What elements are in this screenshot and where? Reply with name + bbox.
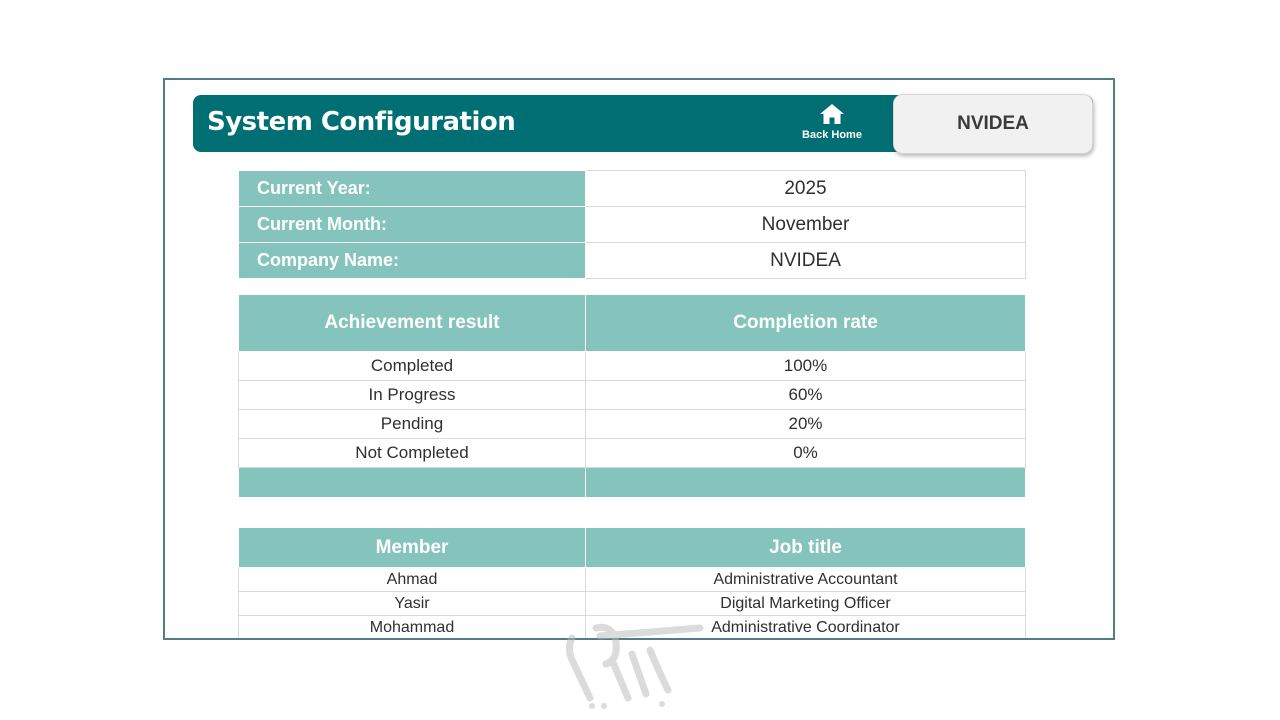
info-row (239, 207, 1026, 243)
company-name-value[interactable]: NVIDEA (586, 243, 1026, 279)
rate-cell[interactable]: 20% (586, 410, 1026, 439)
back-home-label: Back Home (802, 129, 862, 141)
rate-cell[interactable]: 100% (586, 352, 1026, 381)
column-header-completion: Completion rate (586, 295, 1026, 352)
table-row (239, 568, 1026, 592)
current-month-value[interactable]: November (586, 207, 1026, 243)
achievement-cell[interactable]: In Progress (239, 381, 586, 410)
column-header-achievement: Achievement result (239, 295, 586, 352)
achievement-cell[interactable]: Pending (239, 410, 586, 439)
rate-cell[interactable]: 0% (586, 439, 1026, 468)
table-row (239, 352, 1026, 381)
table-header-row (239, 528, 1026, 568)
column-header-member: Member (239, 528, 586, 568)
info-row (239, 171, 1026, 207)
info-label: Current Month: (239, 207, 586, 243)
member-cell[interactable]: Ahmad (239, 568, 586, 592)
table-row (239, 439, 1026, 468)
info-label: Current Year: (239, 171, 586, 207)
job-title-cell[interactable]: Digital Marketing Officer (586, 592, 1026, 616)
achievement-cell[interactable]: Not Completed (239, 439, 586, 468)
achievement-cell[interactable]: Completed (239, 352, 586, 381)
back-home-button[interactable] (800, 101, 864, 147)
current-year-value[interactable]: 2025 (586, 171, 1026, 207)
member-cell[interactable]: Yasir (239, 592, 586, 616)
rate-cell[interactable]: 60% (586, 381, 1026, 410)
member-cell[interactable]: Mohammad (239, 616, 586, 640)
job-title-cell[interactable]: Administrative Coordinator (586, 616, 1026, 640)
info-table (238, 170, 1026, 279)
table-row (239, 381, 1026, 410)
table-footer-row (239, 468, 1026, 498)
table-header-row (239, 295, 1026, 352)
config-sheet (163, 78, 1115, 640)
page-title: System Configuration (207, 107, 516, 137)
footer-cell (586, 468, 1026, 498)
info-row (239, 243, 1026, 279)
company-badge: NVIDEA (893, 94, 1093, 154)
job-title-cell[interactable]: Administrative Accountant (586, 568, 1026, 592)
home-icon (819, 103, 845, 125)
watermark-logo (560, 620, 710, 710)
table-row (239, 592, 1026, 616)
footer-cell (239, 468, 586, 498)
table-row (239, 410, 1026, 439)
achievement-table (238, 294, 1026, 498)
info-label: Company Name: (239, 243, 586, 279)
column-header-job-title: Job title (586, 528, 1026, 568)
